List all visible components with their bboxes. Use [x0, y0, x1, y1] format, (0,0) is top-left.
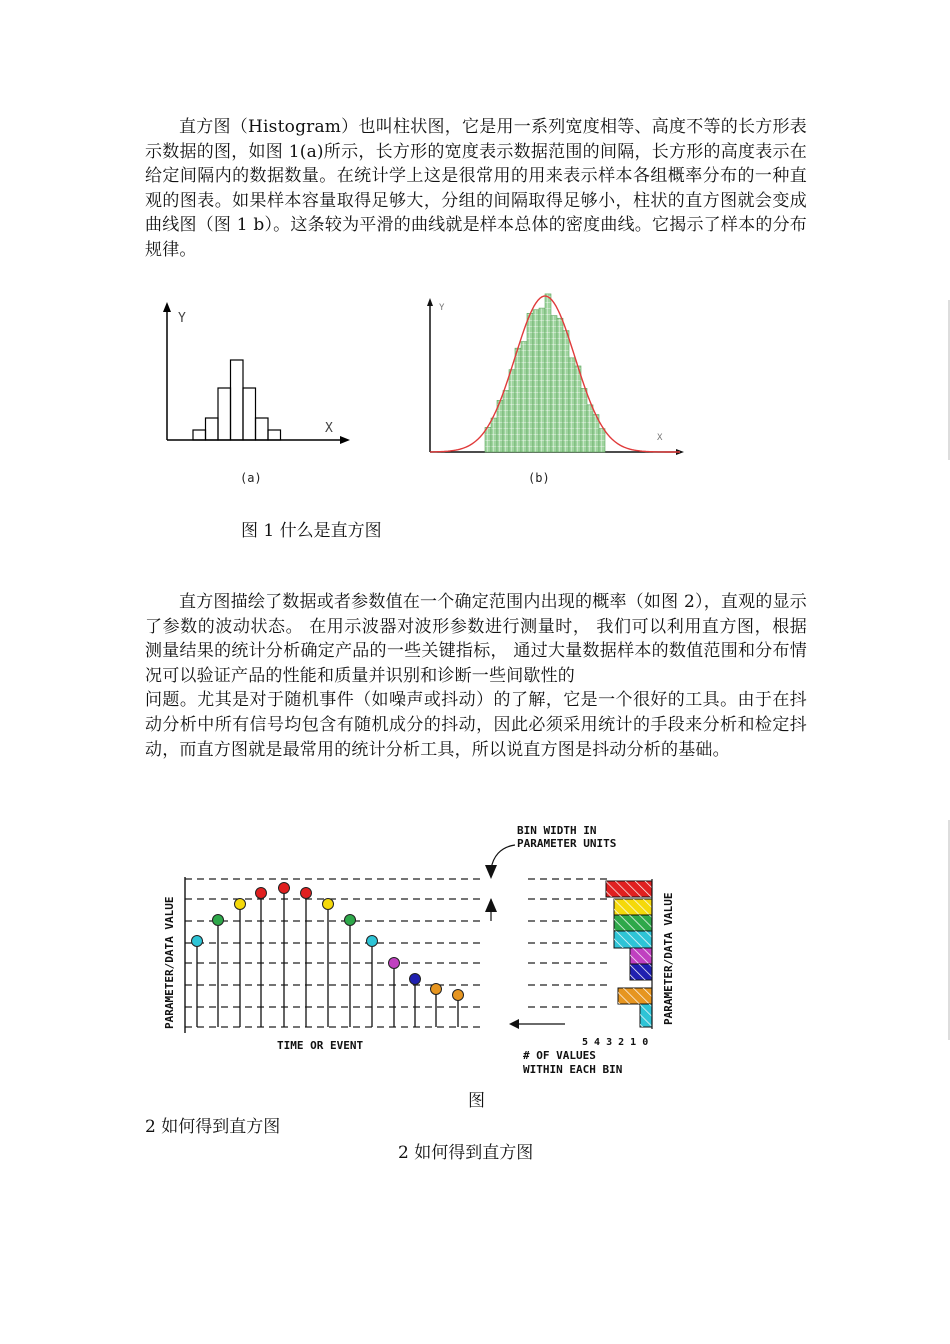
- paragraph-2-part-2: 问题。尤其是对于随机事件（如噪声或抖动）的了解，它是一个很好的工具。由于在抖动分析中所有信号均包含有随机成分的抖动，因此必须采用统计的手段来分析和检定抖动，而直方图就是最常用的统计分析工具，所以说直方图是抖动分析的基础。: [145, 690, 807, 760]
- panel-b-bar: [575, 366, 581, 452]
- panel-a-bar: [268, 430, 281, 440]
- panel-a-bars: [193, 360, 281, 440]
- y-axis-label-right: PARAMETER/DATA VALUE: [662, 892, 675, 1025]
- panel-a-bar: [206, 418, 219, 440]
- bin-width-label-2: PARAMETER UNITS: [517, 837, 617, 850]
- panel-b-bars: [485, 294, 605, 452]
- data-point: [279, 883, 290, 894]
- panel-b-bar: [587, 405, 593, 452]
- histogram-bar-hatch: [630, 948, 652, 964]
- figure-1: [145, 290, 686, 490]
- panel-b-bar: [533, 310, 539, 452]
- panel-b-x-label: X: [657, 433, 663, 443]
- figure-2-caption-center: 2 如何得到直方图: [398, 1143, 534, 1163]
- figure-2-svg: [145, 817, 686, 1083]
- panel-b-bar: [539, 308, 545, 452]
- data-point: [192, 936, 203, 947]
- figure-1-svg: [145, 290, 686, 490]
- panel-b-caption: (b): [528, 471, 550, 485]
- data-point: [367, 936, 378, 947]
- panel-a-bar: [231, 360, 244, 440]
- y-axis-label-left: PARAMETER/DATA VALUE: [163, 896, 176, 1029]
- figure-1-caption: 图 1 什么是直方图: [241, 521, 382, 541]
- count-label-2: WITHIN EACH BIN: [523, 1063, 623, 1076]
- data-point: [453, 990, 464, 1001]
- panel-a-bar: [243, 388, 256, 440]
- paragraph-histogram-intro: 直方图（Histogram）也叫柱状图，它是用一系列宽度相等、高度不等的长方形表示数据的图，如图 1(a)所示，长方形的宽度表示数据范围的间隔，长方形的高度表示在给定间隔内的数据数量。在统计学上这是很常用的用来表示样本各组概率分布的一种直观的图表。如果样本容量取得足够大，分组的间隔取得足够小，柱状的直方图就会变成曲线图（图 1 b）。这条较为平滑的曲线就是样本总体的密度曲线。它揭示了样本的分布规律。: [145, 117, 807, 260]
- histogram-bar-hatch: [614, 899, 652, 915]
- panel-a-y-label: Y: [178, 311, 186, 326]
- panel-a-bar: [193, 430, 206, 440]
- panel-b-bar: [485, 427, 491, 452]
- histogram-bar-hatch: [614, 915, 652, 931]
- figure-2-caption-char: 图: [468, 1091, 485, 1111]
- panel-b-bar: [521, 342, 527, 452]
- panel-b-bar: [569, 358, 575, 452]
- panel-b-y-arrow: [427, 298, 433, 306]
- panel-b-bar: [581, 388, 587, 452]
- panel-a-x-label: X: [325, 421, 333, 436]
- data-point: [323, 899, 334, 910]
- data-point: [213, 915, 224, 926]
- panel-b-bar: [509, 370, 515, 452]
- panel-b-bar: [503, 391, 509, 452]
- panel-a-bar: [218, 388, 231, 440]
- data-point: [431, 984, 442, 995]
- figure-2-caption-left: 2 如何得到直方图: [145, 1117, 281, 1137]
- data-point: [301, 888, 312, 899]
- panel-b-bar: [545, 294, 551, 452]
- panel-b-bar: [527, 313, 533, 452]
- panel-b-bar: [557, 318, 563, 452]
- panel-a-caption: (a): [240, 471, 262, 485]
- bin-grid-lines: [185, 879, 607, 1027]
- histogram-bar-hatch: [614, 931, 652, 948]
- panel-a-y-arrow: [163, 302, 171, 312]
- data-point: [256, 888, 267, 899]
- histogram-bar-hatch: [630, 964, 652, 980]
- panel-b-bar: [551, 316, 557, 452]
- panel-a-bar: [256, 418, 269, 440]
- histogram-bar-hatch: [606, 881, 652, 897]
- panel-a-x-arrow: [340, 436, 350, 444]
- panel-b-bar: [491, 418, 497, 452]
- data-point: [345, 915, 356, 926]
- return-arrow-head: [509, 1019, 519, 1029]
- panel-b-bar: [515, 348, 521, 452]
- histogram-bar-hatch: [640, 1004, 652, 1027]
- panel-a: [163, 302, 350, 485]
- paragraph-2-part-1: 直方图描绘了数据或者参数值在一个确定范围内出现的概率（如图 2），直观的显示了参数的波动状态。 在用示波器对波形参数进行测量时， 我们可以利用直方图，根据测量结果的统计分析确定产品的一些关键指标， 通过大量数据样本的数值范围和分布情况可以验证产品的性能和质量并识别和诊断一些间歇性的: [145, 592, 807, 686]
- bin-width-arrow-down: [485, 865, 497, 879]
- count-label-1: # OF VALUES: [523, 1049, 596, 1062]
- histogram-bars: [606, 881, 652, 1027]
- count-ticks: 5 4 3 2 1 0: [582, 1037, 649, 1048]
- data-point: [410, 974, 421, 985]
- paragraph-histogram-usage: [145, 590, 807, 762]
- histogram-bar-hatch: [618, 988, 652, 1004]
- bin-width-label-1: BIN WIDTH IN: [517, 824, 597, 837]
- data-point: [235, 899, 246, 910]
- panel-b-bar: [563, 331, 569, 452]
- figure-2: [145, 817, 686, 1083]
- panel-b: [427, 294, 684, 485]
- x-axis-label: TIME OR EVENT: [277, 1039, 364, 1052]
- panel-b-y-label: Y: [439, 303, 445, 313]
- panel-b-bar: [599, 429, 605, 452]
- data-point: [389, 958, 400, 969]
